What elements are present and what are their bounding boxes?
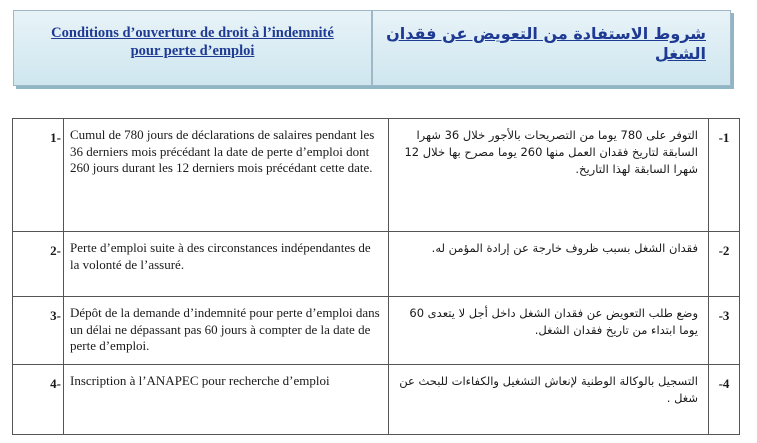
table-row (13, 119, 740, 232)
condition-text-ar: فقدان الشغل بسبب ظروف خارجة عن إرادة المؤمن له. (389, 232, 709, 297)
row-number-ar: -2 (709, 232, 740, 297)
condition-text-ar: التوفر على 780 يوما من التصريحات بالأجور خلال 36 شهرا السابقة لتاريخ فقدان العمل منها 260 يوما مصرح بها خلال 12 شهرا السابقة لهذا التاريخ. (389, 119, 709, 232)
row-number-fr: 1- (13, 119, 64, 232)
title-fr (14, 24, 371, 60)
condition-text-ar: وضع طلب التعويض عن فقدان الشغل داخل أجل لا يتعدى 60 يوما ابتداء من تاريخ فقدان الشغل. (389, 297, 709, 365)
row-number-ar: -1 (709, 119, 740, 232)
table-row (13, 297, 740, 365)
condition-text-fr: Cumul de 780 jours de déclarations de salaires pendant les 36 derniers mois précédant la date de perte d’emploi dont 260 jours durant les 12 derniers mois précédant cette date. (64, 119, 389, 232)
header-fr-cell (14, 11, 371, 85)
title-fr-line2: pour perte d’emploi (130, 43, 255, 59)
condition-text-fr: Dépôt de la demande d’indemnité pour perte d’emploi dans un délai ne dépassant pas 60 jours à compter de la date de perte d’emploi. (64, 297, 389, 365)
title-ar: شروط الاستفادة من التعويض عن فقدان الشغل (386, 24, 706, 63)
row-number-ar: -3 (709, 297, 740, 365)
conditions-table (12, 118, 740, 435)
table-row (13, 232, 740, 297)
condition-text-fr: Perte d’emploi suite à des circonstances indépendantes de la volonté de l’assuré. (64, 232, 389, 297)
row-number-fr: 4- (13, 365, 64, 435)
title-fr-line1: Conditions d’ouverture de droit à l’indemnité (51, 25, 334, 41)
table-row (13, 365, 740, 435)
condition-text-ar: التسجيل بالوكالة الوطنية لإنعاش التشغيل والكفاءات للبحث عن شغل . (389, 365, 709, 435)
condition-text-fr: Inscription à l’ANAPEC pour recherche d’emploi (64, 365, 389, 435)
row-number-fr: 3- (13, 297, 64, 365)
row-number-ar: -4 (709, 365, 740, 435)
header-ar-cell (371, 11, 730, 85)
row-number-fr: 2- (13, 232, 64, 297)
header-banner (13, 10, 731, 86)
